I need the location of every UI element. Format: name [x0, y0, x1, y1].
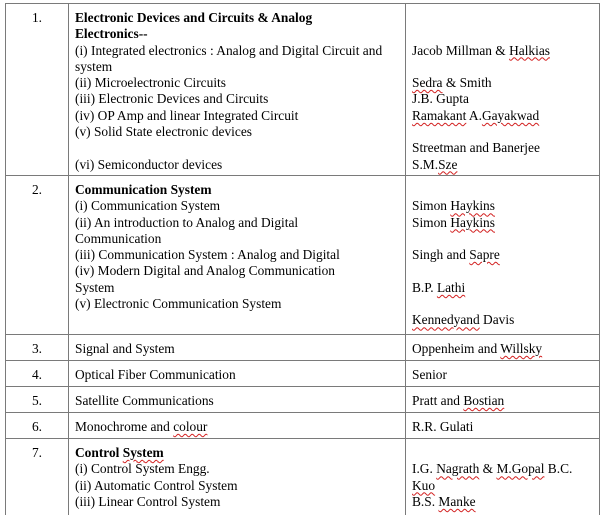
row-number: 3.: [6, 334, 69, 360]
table-row: [6, 4, 600, 176]
author-text: Bostian: [463, 392, 505, 408]
author-text: Sedra: [412, 75, 443, 91]
author-text: Haykins: [450, 198, 495, 214]
row-number: 2.: [6, 175, 69, 334]
subject-title: [75, 445, 401, 461]
spacer: [412, 296, 595, 312]
author-text: Lathi: [436, 279, 466, 295]
book-title: System: [75, 279, 115, 295]
title-part: System: [122, 444, 164, 460]
author-text: Gayakwad: [481, 107, 540, 123]
author-text: B.P.: [412, 279, 437, 295]
spacer: [412, 59, 595, 75]
author-text: A.: [466, 107, 482, 123]
table-row: [6, 438, 600, 515]
author-text: Ramakant: [412, 107, 467, 123]
author: R.R. Gulati: [412, 418, 474, 434]
spacer: [412, 124, 595, 140]
author: [412, 393, 595, 409]
author-text: Singh and: [412, 247, 470, 263]
row-number: 4.: [6, 360, 69, 386]
author-text: M.Gopal: [496, 461, 545, 477]
author: [412, 157, 595, 173]
author: Streetman and Banerjee: [412, 140, 540, 156]
author: [412, 341, 595, 357]
author: [412, 478, 595, 494]
author-cell: [406, 334, 600, 360]
book-title: (v) Solid State electronic devices: [75, 124, 252, 140]
book-title: (vi) Semiconductor devices: [75, 156, 223, 172]
table-row: [6, 386, 600, 412]
author-cell: [406, 438, 600, 515]
author-text: Oppenheim and: [412, 340, 501, 356]
author: [412, 43, 595, 59]
author-cell: [406, 4, 600, 176]
author-text: Jacob Millman &: [412, 42, 510, 58]
author: [412, 198, 595, 214]
book-title: (iii) Linear Control System: [75, 493, 221, 509]
author-text: Haykins: [450, 214, 495, 230]
subject-text: [75, 419, 401, 435]
author-text: Willsky: [500, 340, 543, 356]
spacer: [412, 182, 595, 198]
subject-title: Electronic Devices and Circuits & Analog: [75, 10, 313, 25]
author-text: Sze: [438, 156, 458, 172]
spacer: [412, 445, 595, 461]
author-text: Kennedyand: [412, 312, 480, 328]
author-text: Pratt and: [412, 392, 464, 408]
author-text: & Smith: [442, 75, 492, 91]
author: [412, 461, 595, 477]
author-text: I.G.: [412, 461, 437, 477]
book-title: (ii) An introduction to Analog and Digital: [75, 214, 299, 230]
table-row: [6, 334, 600, 360]
author: [412, 247, 595, 263]
subject-part: colour: [173, 418, 208, 434]
author-text: Halkias: [509, 42, 550, 58]
row-number: 7.: [6, 438, 69, 515]
book-title: (ii) Automatic Control System: [75, 477, 238, 493]
author-cell: [406, 360, 600, 386]
subject-text: Signal and System: [75, 340, 175, 356]
row-number: 6.: [6, 412, 69, 438]
syllabus-table: [5, 3, 600, 515]
book-title: (i) Control System Engg.: [75, 461, 210, 477]
author-text: Kuo: [412, 477, 436, 493]
subject-part: Monochrome and: [75, 418, 174, 434]
author: [412, 280, 595, 296]
author-text: &: [479, 461, 497, 477]
author-text: S.M.: [412, 156, 439, 172]
author-text: Sapre: [469, 247, 500, 263]
author: Senior: [412, 366, 447, 382]
table-row: [6, 360, 600, 386]
author: [412, 108, 595, 124]
book-title: (i) Communication System: [75, 198, 221, 214]
author-text: Manke: [438, 493, 476, 509]
book-title: (i) Integrated electronics : Analog and Digital Circuit and system: [75, 42, 383, 74]
author: [412, 312, 595, 328]
subject-cell: [69, 334, 406, 360]
author-text: B.C.: [544, 461, 573, 477]
book-title: (iii) Electronic Devices and Circuits: [75, 91, 269, 107]
author-text: B.S.: [412, 493, 439, 509]
author-cell: [406, 386, 600, 412]
book-title: Communication: [75, 230, 162, 246]
author-cell: [406, 412, 600, 438]
subject-title: Communication System: [75, 181, 212, 197]
book-title: (v) Electronic Communication System: [75, 296, 282, 312]
author-text: Davis: [479, 312, 515, 328]
subject-cell: [69, 412, 406, 438]
author: [412, 75, 595, 91]
book-title: (iv) Modern Digital and Analog Communication: [75, 263, 335, 279]
subject-cell: [69, 4, 406, 176]
subject-title: Electronics--: [75, 26, 148, 42]
subject-text: Optical Fiber Communication: [75, 366, 236, 382]
author: [412, 215, 595, 231]
table-row: [6, 175, 600, 334]
subject-cell: [69, 175, 406, 334]
author-text: Simon: [412, 214, 451, 230]
row-number: 1.: [6, 4, 69, 176]
author: J.B. Gupta: [412, 91, 469, 107]
book-title: (iii) Communication System : Analog and Digital: [75, 247, 340, 263]
spacer: [75, 140, 401, 156]
book-title: (ii) Microelectronic Circuits: [75, 75, 226, 91]
title-part: Control: [75, 444, 123, 460]
row-number: 5.: [6, 386, 69, 412]
spacer: [412, 10, 595, 26]
table-row: [6, 412, 600, 438]
spacer: [412, 263, 595, 279]
spacer: [412, 231, 595, 247]
author-text: Nagrath: [436, 461, 480, 477]
subject-cell: [69, 360, 406, 386]
author-text: Simon: [412, 198, 451, 214]
subject-text: Satellite Communications: [75, 392, 214, 408]
spacer: [412, 26, 595, 42]
book-title: (iv) OP Amp and linear Integrated Circuit: [75, 107, 299, 123]
subject-cell: [69, 438, 406, 515]
author-cell: [406, 175, 600, 334]
author: [412, 494, 595, 510]
subject-cell: [69, 386, 406, 412]
